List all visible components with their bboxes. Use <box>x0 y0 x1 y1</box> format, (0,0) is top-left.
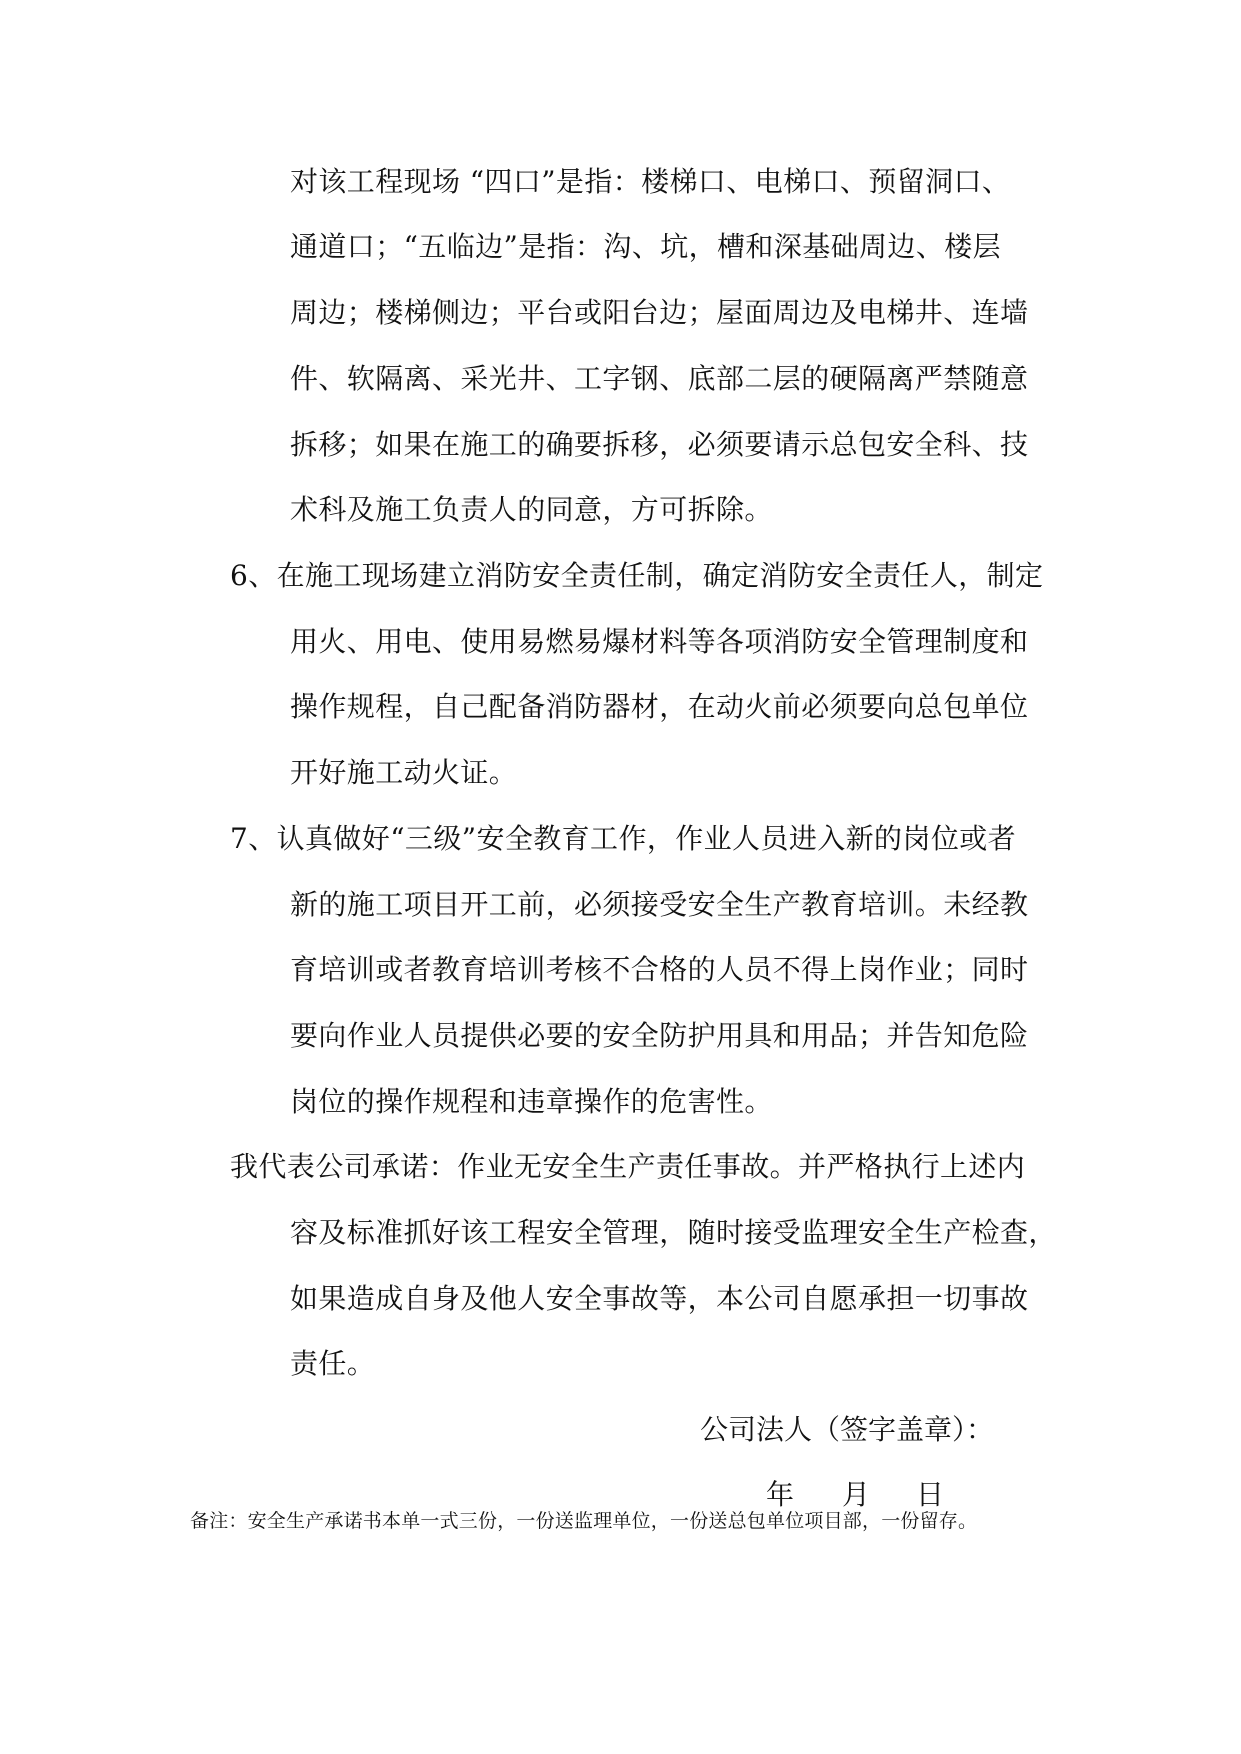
item-6-line-4: 开好施工动火证。 <box>290 756 518 789</box>
item-7-line-1: 7、认真做好“三级”安全教育工作，作业人员进入新的岗位或者 <box>230 822 1017 855</box>
item-7-line-4: 要向作业人员提供必要的安全防护用具和用品；并告知危险 <box>290 1019 1029 1052</box>
text-line-2: 通道口；“五临边”是指：沟、坑，槽和深基础周边、楼层 <box>290 230 1002 263</box>
text-line-1: 对该工程现场 “四口”是指：楼梯口、电梯口、预留洞口、 <box>290 165 1011 198</box>
item-6-line-1: 6、在施工现场建立消防安全责任制，确定消防安全责任人，制定 <box>230 559 1044 592</box>
item-6-line-2: 用火、用电、使用易燃易爆材料等各项消防安全管理制度和 <box>290 625 1029 658</box>
date-month: 月 <box>842 1478 871 1511</box>
text-line-3: 周边；楼梯侧边；平台或阳台边；屋面周边及电梯井、连墙 <box>290 296 1029 329</box>
text-line-5: 拆移；如果在施工的确要拆移，必须要请示总包安全科、技 <box>290 428 1029 461</box>
item-7-line-5: 岗位的操作规程和违章操作的危害性。 <box>290 1085 773 1118</box>
pledge-line-3: 如果造成自身及他人安全事故等，本公司自愿承担一切事故 <box>290 1282 1029 1315</box>
pledge-line-4: 责任。 <box>290 1347 376 1380</box>
footnote: 备注：安全生产承诺书本单一式三份，一份送监理单位，一份送总包单位项目部，一份留存。 <box>190 1510 978 1532</box>
text-line-6: 术科及施工负责人的同意，方可拆除。 <box>290 493 773 526</box>
pledge-line-2: 容及标准抓好该工程安全管理，随时接受监理安全生产检查， <box>290 1216 1057 1249</box>
item-7-line-2: 新的施工项目开工前，必须接受安全生产教育培训。未经教 <box>290 888 1029 921</box>
item-6-line-3: 操作规程，自己配备消防器材，在动火前必须要向总包单位 <box>290 690 1029 723</box>
date-year: 年 <box>766 1478 795 1511</box>
pledge-line-1: 我代表公司承诺：作业无安全生产责任事故。并严格执行上述内 <box>230 1150 1026 1183</box>
date-day: 日 <box>916 1478 945 1511</box>
signature-label: 公司法人（签字盖章）： <box>700 1413 995 1446</box>
text-line-4: 件、软隔离、采光井、工字钢、底部二层的硬隔离严禁随意 <box>290 362 1029 395</box>
item-7-line-3: 育培训或者教育培训考核不合格的人员不得上岗作业；同时 <box>290 953 1029 986</box>
